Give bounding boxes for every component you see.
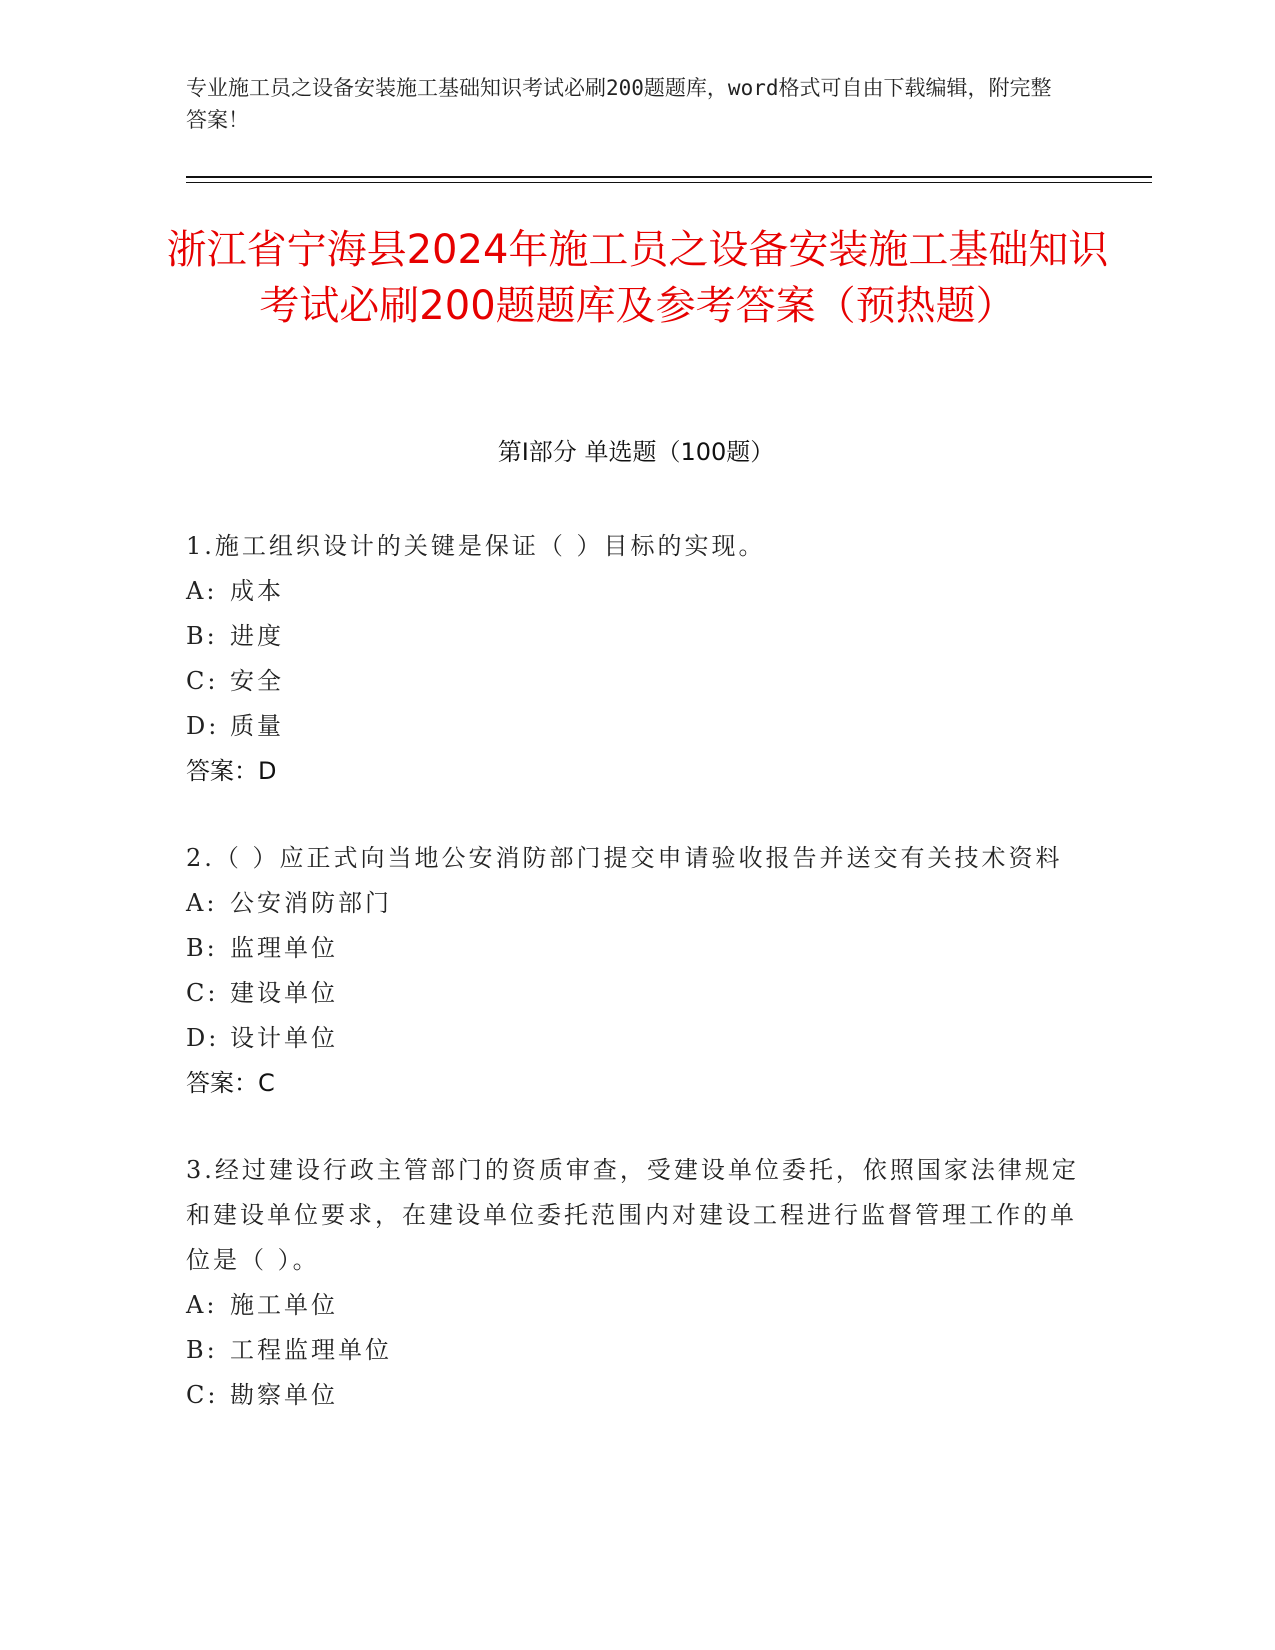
- option-text: 公安消防部门: [230, 889, 392, 917]
- answer-option: [186, 1283, 1086, 1328]
- answer-option: [186, 614, 1086, 659]
- answer-key: 答案：C: [186, 1069, 275, 1097]
- answer-option: [186, 971, 1086, 1016]
- answer-option: [186, 569, 1086, 614]
- answer-option: [186, 1328, 1086, 1373]
- option-text: 工程监理单位: [230, 1336, 392, 1364]
- option-text: 施工单位: [230, 1291, 338, 1319]
- question-list: [186, 524, 1086, 1460]
- answer-option: [186, 1016, 1086, 1061]
- question-item: [186, 524, 1086, 794]
- answer-option: [186, 881, 1086, 926]
- option-text: 勘察单位: [230, 1381, 338, 1409]
- option-text: 监理单位: [230, 934, 338, 962]
- answer-option: [186, 926, 1086, 971]
- option-letter: A:: [186, 577, 218, 605]
- option-text: 质量: [230, 712, 284, 740]
- option-text: 安全: [230, 667, 284, 695]
- document-title: 浙江省宁海县2024年施工员之设备安装施工基础知识考试必刷200题题库及参考答案（预热题）: [166, 227, 1109, 329]
- option-letter: C:: [186, 667, 219, 695]
- option-letter: B:: [186, 1336, 218, 1364]
- question-stem: 3.经过建设行政主管部门的资质审查，受建设单位委托，依照国家法律规定和建设单位要求，在建设单位委托范围内对建设工程进行监督管理工作的单位是（ ）。: [186, 1156, 1079, 1274]
- option-text: 设计单位: [230, 1024, 338, 1052]
- option-letter: D:: [186, 1024, 220, 1052]
- answer-option: [186, 1373, 1086, 1418]
- answer-option: [186, 659, 1086, 704]
- option-text: 进度: [230, 622, 284, 650]
- option-letter: C:: [186, 979, 219, 1007]
- option-letter: D:: [186, 712, 220, 740]
- option-letter: C:: [186, 1381, 219, 1409]
- header-divider-thin: [186, 182, 1152, 183]
- option-text: 建设单位: [230, 979, 338, 1007]
- option-letter: B:: [186, 622, 218, 650]
- question-stem: 1.施工组织设计的关键是保证（ ）目标的实现。: [186, 532, 766, 560]
- section-heading: 第Ⅰ部分 单选题（100题）: [497, 438, 775, 466]
- question-item: [186, 836, 1086, 1106]
- option-text: 成本: [230, 577, 284, 605]
- option-letter: A:: [186, 1291, 218, 1319]
- question-stem: 2.（ ）应正式向当地公安消防部门提交申请验收报告并送交有关技术资料: [186, 844, 1063, 872]
- answer-option: [186, 704, 1086, 749]
- option-letter: B:: [186, 934, 218, 962]
- question-item: [186, 1148, 1086, 1418]
- option-letter: A:: [186, 889, 218, 917]
- document-header-note: 专业施工员之设备安装施工基础知识考试必刷200题题库，word格式可自由下载编辑，附完整答案！: [186, 76, 1052, 132]
- header-divider-thick: [186, 176, 1152, 178]
- answer-key: 答案：D: [186, 757, 277, 785]
